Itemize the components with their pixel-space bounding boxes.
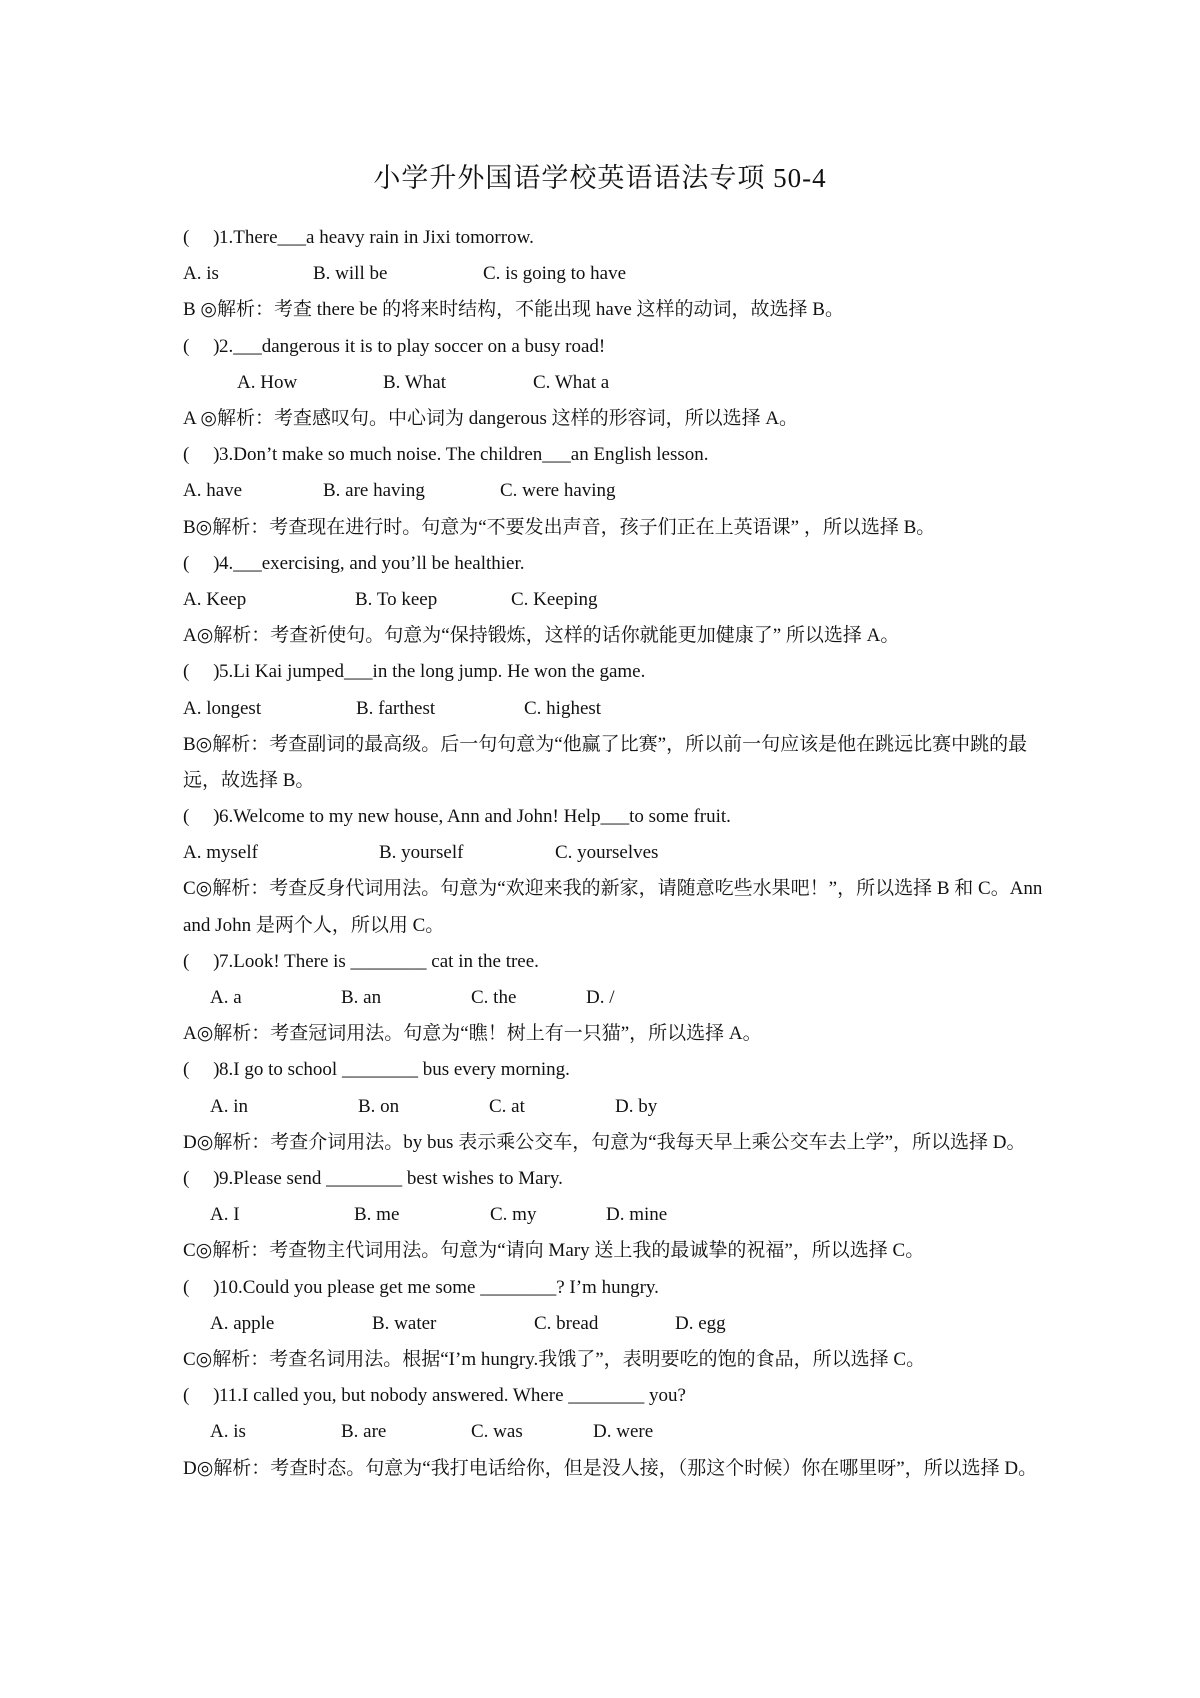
option: A. is: [210, 1421, 246, 1443]
options-row: [183, 980, 1043, 1016]
option: A. How: [237, 371, 298, 393]
question-stem: ( )7.Look! There is ________ cat in the tree.: [183, 944, 1043, 980]
option: A. is: [183, 263, 219, 285]
question-stem: ( )2.___dangerous it is to play soccer on a busy road!: [183, 329, 1043, 365]
answer-blank: ( ): [183, 1385, 220, 1407]
options-row: [183, 1089, 1043, 1125]
option: D. by: [615, 1095, 658, 1117]
options-row: [183, 256, 1043, 292]
question-stem: ( )8.I go to school ________ bus every morning.: [183, 1052, 1043, 1088]
option: D. egg: [675, 1312, 726, 1334]
option: C. bread: [534, 1312, 599, 1334]
option: C. were having: [500, 480, 616, 502]
option: A. I: [210, 1204, 240, 1226]
option: A. in: [210, 1095, 248, 1117]
option: A. Keep: [183, 588, 247, 610]
option: A. longest: [183, 697, 262, 719]
answer-analysis: A ◎解析：考查感叹句。中心词为 dangerous 这样的形容词，所以选择 A。: [183, 407, 799, 429]
option: A. apple: [210, 1312, 275, 1334]
option: D. were: [593, 1421, 654, 1443]
options-row: [183, 473, 1043, 509]
option: A. have: [183, 480, 243, 502]
option: C. What a: [533, 371, 610, 393]
option: A. a: [210, 987, 242, 1009]
option: B. an: [341, 987, 382, 1009]
question-stem: ( )3.Don’t make so much noise. The children___an English lesson.: [183, 437, 1043, 473]
answer-blank: ( ): [183, 335, 220, 357]
answer-analysis: A◎解析：考查冠词用法。句意为“瞧！树上有一只猫”，所以选择 A。: [183, 1023, 762, 1045]
answer-blank: ( ): [183, 227, 220, 248]
question-stem: ( )10.Could you please get me some ________? I’m hungry.: [183, 1270, 1043, 1306]
options-row: [183, 1306, 1043, 1342]
option: C. highest: [524, 697, 602, 719]
answer-analysis: C◎解析：考查反身代词用法。句意为“欢迎来我的新家，请随意吃些水果吧！”，所以选择 B 和 C。Ann and John 是两个人，所以用 C。: [183, 878, 1043, 936]
option: D. mine: [606, 1204, 668, 1226]
option: C. Keeping: [511, 588, 598, 610]
option: C. is going to have: [483, 263, 627, 285]
question-stem: ( )4.___exercising, and you’ll be healthier.: [183, 546, 1043, 582]
option: B. water: [372, 1312, 437, 1334]
option: C. the: [471, 987, 517, 1009]
option: B. farthest: [356, 697, 436, 719]
answer-analysis: B ◎解析：考查 there be 的将来时结构，不能出现 have 这样的动词，故选择 B。: [183, 299, 844, 321]
question-list: [183, 220, 1043, 1487]
answer-analysis: B◎解析：考查副词的最高级。后一句句意为“他赢了比赛”，所以前一句应该是他在跳远比赛中跳的最远，故选择 B。: [183, 733, 1028, 791]
answer-analysis: C◎解析：考查名词用法。根据“I’m hungry.我饿了”，表明要吃的饱的食品，所以选择 C。: [183, 1348, 926, 1370]
option: B. To keep: [355, 588, 438, 610]
answer-blank: ( ): [183, 1168, 220, 1190]
answer-blank: ( ): [183, 661, 220, 683]
options-row: [183, 691, 1043, 727]
option: B. yourself: [379, 842, 464, 864]
options-row: [183, 365, 1043, 401]
option: B. will be: [313, 263, 388, 285]
answer-analysis: A◎解析：考查祈使句。句意为“保持锻炼，这样的话你就能更加健康了” 所以选择 A。: [183, 625, 900, 647]
answer-analysis: D◎解析：考查介词用法。by bus 表示乘公交车，句意为“我每天早上乘公交车去上学”，所以选择 D。: [183, 1131, 1026, 1153]
option: B. me: [354, 1204, 400, 1226]
page-title: 小学升外国语学校英语语法专项 50-4: [373, 163, 827, 193]
option: D. /: [586, 987, 615, 1009]
question-stem: ( )6.Welcome to my new house, Ann and John! Help___to some fruit.: [183, 799, 1043, 835]
answer-blank: ( ): [183, 444, 220, 466]
options-row: [183, 835, 1043, 871]
option: C. was: [471, 1421, 523, 1443]
answer-blank: ( ): [183, 1059, 220, 1081]
options-row: [183, 1197, 1043, 1233]
answer-blank: ( ): [183, 950, 220, 972]
option: C. at: [489, 1095, 525, 1117]
question-stem: ( )11.I called you, but nobody answered. Where ________ you?: [183, 1378, 1043, 1414]
options-row: [183, 1414, 1043, 1450]
answer-blank: ( ): [183, 552, 220, 574]
question-stem: ( )9.Please send ________ best wishes to Mary.: [183, 1161, 1043, 1197]
option: C. yourselves: [555, 842, 659, 864]
answer-analysis: B◎解析：考查现在进行时。句意为“不要发出声音，孩子们正在上英语课” ，所以选择 B。: [183, 516, 936, 538]
option: B. on: [358, 1095, 400, 1117]
option: B. are: [341, 1421, 387, 1443]
option: A. myself: [183, 842, 258, 864]
question-stem: ( )5.Li Kai jumped___in the long jump. He won the game.: [183, 654, 1043, 690]
question-stem: ( )1.There___a heavy rain in Jixi tomorrow.: [183, 220, 1043, 256]
option: B. are having: [323, 480, 425, 502]
option: C. my: [490, 1204, 537, 1226]
answer-blank: ( ): [183, 1276, 220, 1298]
answer-analysis: D◎解析：考查时态。句意为“我打电话给你，但是没人接，（那这个时候）你在哪里呀”，所以选择 D。: [183, 1457, 1038, 1479]
answer-analysis: C◎解析：考查物主代词用法。句意为“请向 Mary 送上我的最诚挚的祝福”，所以选择 C。: [183, 1240, 925, 1262]
option: B. What: [383, 371, 446, 393]
options-row: [183, 582, 1043, 618]
answer-blank: ( ): [183, 806, 220, 828]
